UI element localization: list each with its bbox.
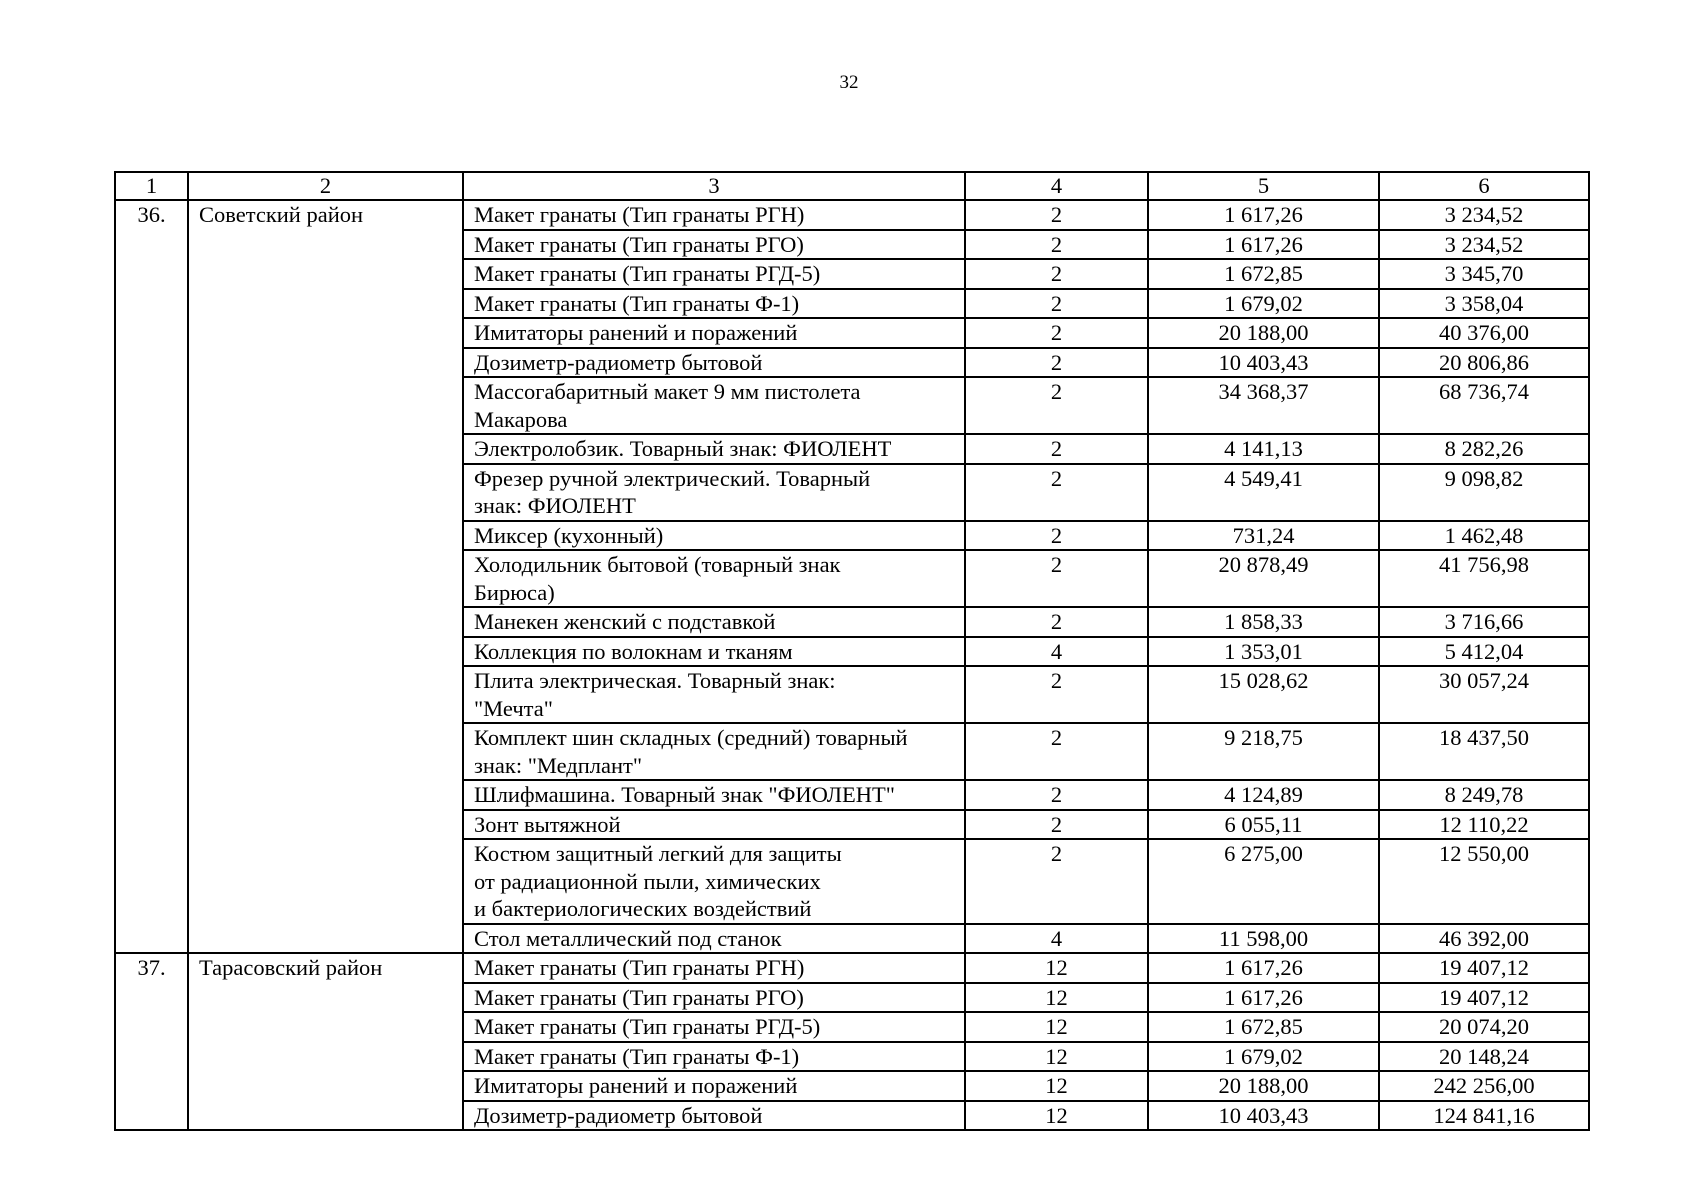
table-row: [115, 953, 1589, 983]
group-number: 36.: [115, 200, 188, 953]
item-total: 20 806,86: [1379, 348, 1589, 378]
item-name: Костюм защитный легкий для защиты от радиационной пыли, химических и бактериологических воздействий: [463, 839, 965, 924]
item-price: 1 617,26: [1148, 200, 1379, 230]
item-name: Миксер (кухонный): [463, 521, 965, 551]
item-quantity: 2: [965, 550, 1148, 607]
table-row: [115, 200, 1589, 230]
item-name: Фрезер ручной электрический. Товарный знак: ФИОЛЕНТ: [463, 464, 965, 521]
item-quantity: 2: [965, 521, 1148, 551]
item-price: 20 188,00: [1148, 1071, 1379, 1101]
header-col-3: 3: [463, 172, 965, 200]
table-header: [115, 172, 1589, 200]
header-col-5: 5: [1148, 172, 1379, 200]
item-price: 1 353,01: [1148, 637, 1379, 667]
item-quantity: 2: [965, 200, 1148, 230]
item-name: Шлифмашина. Товарный знак "ФИОЛЕНТ": [463, 780, 965, 810]
item-price: 9 218,75: [1148, 723, 1379, 780]
item-total: 20 074,20: [1379, 1012, 1589, 1042]
item-price: 1 679,02: [1148, 1042, 1379, 1072]
item-price: 20 188,00: [1148, 318, 1379, 348]
item-total: 40 376,00: [1379, 318, 1589, 348]
item-quantity: 2: [965, 723, 1148, 780]
item-name: Макет гранаты (Тип гранаты РГД-5): [463, 1012, 965, 1042]
item-price: 1 617,26: [1148, 230, 1379, 260]
item-quantity: 2: [965, 434, 1148, 464]
item-price: 1 672,85: [1148, 259, 1379, 289]
item-total: 19 407,12: [1379, 983, 1589, 1013]
item-quantity: 2: [965, 230, 1148, 260]
item-price: 4 141,13: [1148, 434, 1379, 464]
item-total: 5 412,04: [1379, 637, 1589, 667]
item-price: 6 055,11: [1148, 810, 1379, 840]
item-name: Коллекция по волокнам и тканям: [463, 637, 965, 667]
item-total: 41 756,98: [1379, 550, 1589, 607]
item-quantity: 4: [965, 637, 1148, 667]
item-name: Макет гранаты (Тип гранаты РГД-5): [463, 259, 965, 289]
item-total: 242 256,00: [1379, 1071, 1589, 1101]
district-name: Советский район: [188, 200, 463, 953]
item-total: 9 098,82: [1379, 464, 1589, 521]
item-name: Холодильник бытовой (товарный знак Бирюса): [463, 550, 965, 607]
district-name: Тарасовский район: [188, 953, 463, 1130]
item-total: 3 716,66: [1379, 607, 1589, 637]
header-col-6: 6: [1379, 172, 1589, 200]
data-table: [114, 171, 1590, 1131]
item-total: 12 550,00: [1379, 839, 1589, 924]
table-body: [115, 200, 1589, 1130]
item-price: 1 672,85: [1148, 1012, 1379, 1042]
item-price: 10 403,43: [1148, 1101, 1379, 1131]
item-quantity: 2: [965, 780, 1148, 810]
item-price: 1 617,26: [1148, 953, 1379, 983]
item-price: 20 878,49: [1148, 550, 1379, 607]
item-name: Комплект шин складных (средний) товарный знак: "Медплант": [463, 723, 965, 780]
item-quantity: 12: [965, 953, 1148, 983]
item-price: 34 368,37: [1148, 377, 1379, 434]
header-row: [115, 172, 1589, 200]
item-name: Плита электрическая. Товарный знак: "Мечта": [463, 666, 965, 723]
item-name: Электролобзик. Товарный знак: ФИОЛЕНТ: [463, 434, 965, 464]
item-total: 3 234,52: [1379, 230, 1589, 260]
page-number: 32: [839, 72, 859, 93]
item-quantity: 12: [965, 1071, 1148, 1101]
item-name: Макет гранаты (Тип гранаты РГН): [463, 200, 965, 230]
item-total: 68 736,74: [1379, 377, 1589, 434]
item-quantity: 2: [965, 464, 1148, 521]
item-price: 731,24: [1148, 521, 1379, 551]
item-name: Стол металлический под станок: [463, 924, 965, 954]
item-name: Массогабаритный макет 9 мм пистолета Макарова: [463, 377, 965, 434]
header-col-4: 4: [965, 172, 1148, 200]
item-total: 20 148,24: [1379, 1042, 1589, 1072]
item-total: 19 407,12: [1379, 953, 1589, 983]
item-total: 8 249,78: [1379, 780, 1589, 810]
item-quantity: 12: [965, 1042, 1148, 1072]
item-price: 11 598,00: [1148, 924, 1379, 954]
item-total: 8 282,26: [1379, 434, 1589, 464]
item-name: Макет гранаты (Тип гранаты Ф-1): [463, 289, 965, 319]
item-name: Манекен женский с подставкой: [463, 607, 965, 637]
item-name: Макет гранаты (Тип гранаты РГН): [463, 953, 965, 983]
item-price: 4 549,41: [1148, 464, 1379, 521]
item-quantity: 12: [965, 1012, 1148, 1042]
item-total: 18 437,50: [1379, 723, 1589, 780]
group-number: 37.: [115, 953, 188, 1130]
item-total: 46 392,00: [1379, 924, 1589, 954]
item-quantity: 2: [965, 607, 1148, 637]
item-price: 6 275,00: [1148, 839, 1379, 924]
item-name: Макет гранаты (Тип гранаты Ф-1): [463, 1042, 965, 1072]
item-price: 4 124,89: [1148, 780, 1379, 810]
item-quantity: 4: [965, 924, 1148, 954]
item-total: 3 345,70: [1379, 259, 1589, 289]
item-total: 1 462,48: [1379, 521, 1589, 551]
item-name: Дозиметр-радиометр бытовой: [463, 1101, 965, 1131]
item-total: 124 841,16: [1379, 1101, 1589, 1131]
item-quantity: 2: [965, 666, 1148, 723]
item-name: Зонт вытяжной: [463, 810, 965, 840]
item-quantity: 2: [965, 259, 1148, 289]
item-price: 1 679,02: [1148, 289, 1379, 319]
item-price: 1 617,26: [1148, 983, 1379, 1013]
item-price: 1 858,33: [1148, 607, 1379, 637]
item-name: Имитаторы ранений и поражений: [463, 1071, 965, 1101]
item-name: Имитаторы ранений и поражений: [463, 318, 965, 348]
item-name: Макет гранаты (Тип гранаты РГО): [463, 230, 965, 260]
item-total: 30 057,24: [1379, 666, 1589, 723]
item-name: Макет гранаты (Тип гранаты РГО): [463, 983, 965, 1013]
header-col-2: 2: [188, 172, 463, 200]
item-quantity: 2: [965, 289, 1148, 319]
item-quantity: 12: [965, 1101, 1148, 1131]
item-quantity: 2: [965, 377, 1148, 434]
item-total: 3 234,52: [1379, 200, 1589, 230]
header-col-1: 1: [115, 172, 188, 200]
item-quantity: 2: [965, 810, 1148, 840]
item-total: 12 110,22: [1379, 810, 1589, 840]
item-quantity: 2: [965, 839, 1148, 924]
item-price: 10 403,43: [1148, 348, 1379, 378]
item-quantity: 2: [965, 318, 1148, 348]
item-quantity: 12: [965, 983, 1148, 1013]
item-price: 15 028,62: [1148, 666, 1379, 723]
item-total: 3 358,04: [1379, 289, 1589, 319]
item-name: Дозиметр-радиометр бытовой: [463, 348, 965, 378]
item-quantity: 2: [965, 348, 1148, 378]
